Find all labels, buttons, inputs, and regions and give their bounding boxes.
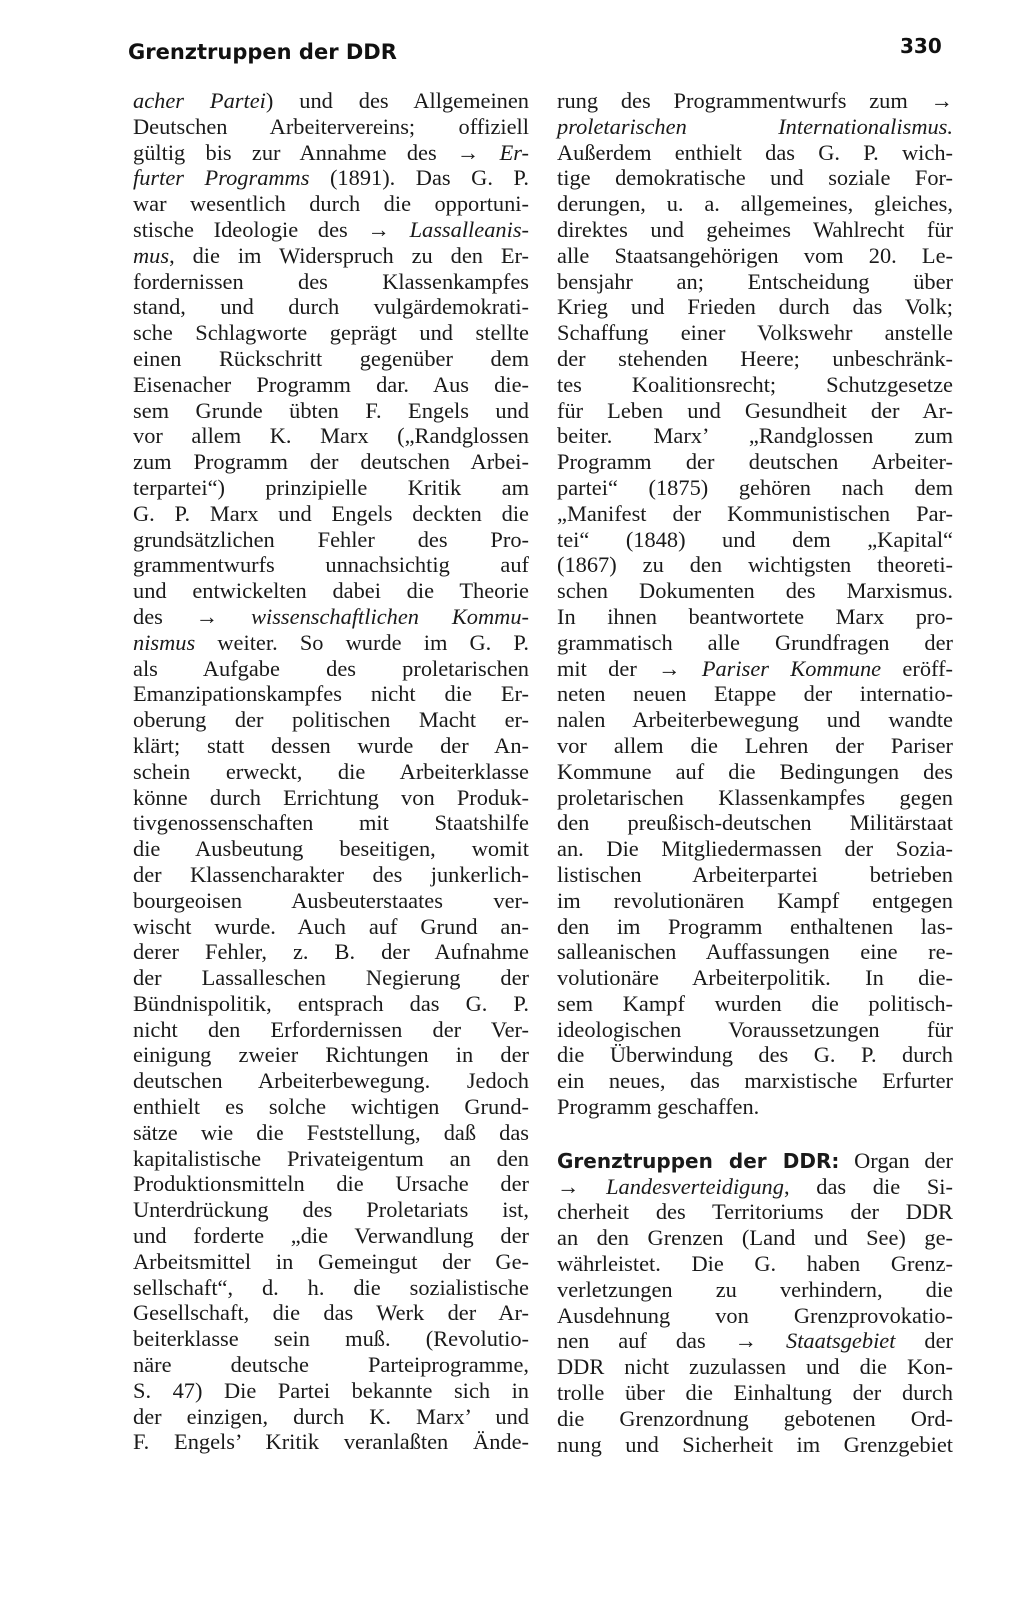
text-line — [557, 810, 953, 836]
text-segment: , die im Widerspruch zu den Er- — [169, 242, 529, 268]
text-segment: und forderte „die Verwandlung der — [133, 1223, 529, 1249]
text-segment: trolle über die Einhaltung der durch — [557, 1380, 953, 1406]
text-segment: der Lassalleschen Negierung der — [133, 965, 529, 991]
text-line — [557, 1380, 953, 1406]
text-segment: Eisenacher Programm dar. Aus die- — [133, 371, 529, 397]
text-segment: Kommune auf die Bedingungen des — [557, 758, 953, 784]
entry-heading: Grenztruppen der DDR: — [557, 1148, 840, 1173]
text-segment: verletzungen zu verhindern, die — [557, 1276, 953, 1302]
text-segment: derungen, u. a. allgemeines, gleiches, — [557, 191, 953, 217]
text-segment: weiter. So wurde im G. P. — [195, 629, 529, 655]
text-line — [557, 398, 953, 424]
text-line — [133, 243, 529, 269]
text-segment: die Ausbeutung beseitigen, womit — [133, 836, 529, 862]
text-segment: tivgenossenschaften mit Staatshilfe — [133, 810, 529, 836]
text-line — [133, 1326, 529, 1352]
text-segment: zum Programm der deutschen Arbei- — [133, 449, 529, 475]
left-text-column — [133, 88, 529, 1455]
text-line — [557, 914, 953, 940]
text-segment: und entwickelten dabei die Theorie — [133, 578, 529, 604]
text-segment: nung und Sicherheit im Grenzgebiet — [557, 1431, 953, 1457]
text-line — [133, 1404, 529, 1430]
text-line — [557, 140, 953, 166]
text-segment: Emanzipationskampfes nicht die Er- — [133, 681, 529, 707]
text-line — [133, 552, 529, 578]
text-segment: an den Grenzen (Land und See) ge- — [557, 1225, 953, 1251]
text-line — [557, 1174, 953, 1200]
text-line — [133, 217, 529, 243]
text-line — [557, 965, 953, 991]
text-line — [557, 1432, 953, 1458]
text-line — [133, 1068, 529, 1094]
text-line — [557, 630, 953, 656]
text-segment: F. Engels’ Kritik veranlaßten Ände- — [133, 1429, 529, 1455]
text-line — [557, 656, 953, 682]
text-line — [133, 914, 529, 940]
text-line — [133, 1223, 529, 1249]
text-line — [557, 346, 953, 372]
text-segment: enthielt es solche wichtigen Grund- — [133, 1094, 529, 1120]
text-line — [557, 1148, 953, 1174]
text-line — [557, 604, 953, 630]
text-line — [133, 604, 529, 630]
text-line — [133, 501, 529, 527]
text-segment: den preußisch-deutschen Militärstaat — [557, 810, 953, 836]
text-segment: bourgeoisen Ausbeuterstaates ver- — [133, 887, 529, 913]
text-line — [133, 398, 529, 424]
text-line — [557, 759, 953, 785]
text-line — [557, 165, 953, 191]
text-segment: den im Programm enthaltenen las- — [557, 913, 953, 939]
text-segment: , das die Si- — [783, 1173, 953, 1199]
text-segment: sellschaft“, d. h. die sozialistische — [133, 1274, 529, 1300]
text-line — [133, 88, 529, 114]
text-segment: Bündnispolitik, entsprach das G. P. — [133, 990, 529, 1016]
text-segment: partei“ (1875) gehören nach dem — [557, 474, 953, 500]
italic-reference: Staatsgebiet — [786, 1328, 896, 1354]
text-line — [557, 1017, 953, 1043]
page-number: 330 — [900, 34, 942, 58]
text-line — [133, 1042, 529, 1068]
text-segment: mit der → — [557, 655, 702, 681]
text-segment: grammentwurfs unnachsichtig auf — [133, 552, 529, 578]
text-segment: Programm der deutschen Arbeiter- — [557, 449, 953, 475]
text-segment: gültig bis zur Annahme des → — [133, 139, 500, 165]
text-segment: stand, und durch vulgärdemokrati- — [133, 294, 529, 320]
text-line — [133, 1300, 529, 1326]
text-segment: Deutschen Arbeitervereins; offiziell — [133, 113, 529, 139]
text-segment: einigung zweier Richtungen in der — [133, 1042, 529, 1068]
text-line — [557, 372, 953, 398]
text-segment: tei“ (1848) und dem „Kapital“ — [557, 526, 953, 552]
text-line — [133, 759, 529, 785]
text-segment: Außerdem enthielt das G. P. wich- — [557, 139, 953, 165]
text-line — [557, 888, 953, 914]
text-segment: an. Die Mitgliedermassen der Sozia- — [557, 836, 953, 862]
text-line — [557, 423, 953, 449]
text-line — [133, 191, 529, 217]
text-line — [133, 269, 529, 295]
text-segment: der Klassencharakter des junkerlich- — [133, 861, 529, 887]
text-line — [133, 965, 529, 991]
text-line — [133, 578, 529, 604]
text-line — [557, 475, 953, 501]
text-segment: → — [557, 1173, 607, 1199]
text-segment: näre deutsche Parteiprogramme, — [133, 1352, 529, 1378]
text-line — [133, 630, 529, 656]
text-line — [557, 294, 953, 320]
text-segment: für Leben und Gesundheit der Ar- — [557, 397, 953, 423]
text-line — [133, 1197, 529, 1223]
text-segment: Organ der — [839, 1147, 953, 1173]
text-segment: rung des Programmentwurfs zum → — [557, 88, 953, 113]
text-segment: volutionäre Arbeiterpolitik. In die- — [557, 965, 953, 991]
right-text-column — [557, 88, 953, 1457]
text-line — [557, 733, 953, 759]
text-segment: grammatisch alle Grundfragen der — [557, 629, 953, 655]
text-segment: bensjahr an; Entscheidung über — [557, 268, 953, 294]
text-line — [133, 140, 529, 166]
text-segment: tes Koalitionsrecht; Schutzgesetze — [557, 371, 953, 397]
text-segment: währleistet. Die G. haben Grenz- — [557, 1251, 953, 1277]
text-segment: war wesentlich durch die opportuni- — [133, 191, 529, 217]
text-segment: vor allem K. Marx („Randglossen — [133, 423, 529, 449]
text-segment: sätze wie die Feststellung, daß das — [133, 1119, 529, 1145]
text-line — [133, 475, 529, 501]
text-line — [133, 810, 529, 836]
text-segment: der einzigen, durch K. Marx’ und — [133, 1403, 529, 1429]
text-segment: oberung der politischen Macht er- — [133, 707, 529, 733]
text-line — [557, 1328, 953, 1354]
text-segment: sem Kampf wurden die politisch- — [557, 990, 953, 1016]
italic-reference: furter Programms — [133, 165, 310, 191]
text-segment: schein erweckt, die Arbeiterklasse — [133, 758, 529, 784]
text-segment: eröff- — [881, 655, 953, 681]
italic-reference: Pariser Kommune — [701, 655, 882, 681]
text-line — [557, 269, 953, 295]
text-line — [557, 320, 953, 346]
text-line — [557, 191, 953, 217]
text-line — [557, 1303, 953, 1329]
text-segment: alle Staatsangehörigen vom 20. Le- — [557, 242, 953, 268]
text-segment: cherheit des Territoriums der DDR — [557, 1199, 953, 1225]
text-segment: grundsätzlichen Fehler des Pro- — [133, 526, 529, 552]
text-segment: die Überwindung des G. P. durch — [557, 1042, 953, 1068]
text-segment: G. P. Marx und Engels deckten die — [133, 500, 529, 526]
text-line — [133, 294, 529, 320]
text-line — [133, 1378, 529, 1404]
text-segment: proletarischen Klassenkampfes gegen — [557, 784, 953, 810]
text-segment: der — [895, 1328, 954, 1354]
text-line — [557, 552, 953, 578]
text-segment: fordernissen des Klassenkampfes — [133, 268, 529, 294]
text-line — [133, 785, 529, 811]
text-segment: die Grenzordnung gebotenen Ord- — [557, 1405, 953, 1431]
text-segment: S. 47) Die Partei bekannte sich in — [133, 1377, 529, 1403]
text-line — [557, 1406, 953, 1432]
text-segment: des → — [133, 603, 252, 629]
text-segment: vor allem die Lehren der Pariser — [557, 732, 953, 758]
text-line — [133, 1249, 529, 1275]
text-segment: terpartei“) prinzipielle Kritik am — [133, 474, 529, 500]
text-line — [133, 681, 529, 707]
text-segment: sem Grunde übten F. Engels und — [133, 397, 529, 423]
text-line — [557, 1094, 953, 1120]
text-line — [557, 578, 953, 604]
text-line — [557, 527, 953, 553]
text-line — [557, 88, 953, 114]
text-line — [133, 372, 529, 398]
text-line — [133, 1275, 529, 1301]
text-line — [133, 527, 529, 553]
italic-reference: Er- — [499, 139, 529, 165]
text-line — [557, 243, 953, 269]
text-segment: als Aufgabe des proletarischen — [133, 655, 529, 681]
text-line — [557, 1068, 953, 1094]
text-line — [133, 449, 529, 475]
text-line — [133, 346, 529, 372]
text-line — [557, 1199, 953, 1225]
text-line — [557, 449, 953, 475]
text-segment: ) und des Allgemeinen — [265, 88, 529, 113]
text-line — [557, 501, 953, 527]
italic-reference: mus — [133, 242, 170, 268]
text-segment: beiter. Marx’ „Randglossen zum — [557, 423, 953, 449]
text-line — [133, 991, 529, 1017]
text-segment: Arbeitsmittel in Gemeingut der Ge- — [133, 1248, 529, 1274]
text-line — [133, 733, 529, 759]
text-segment: In ihnen beantwortete Marx pro- — [557, 603, 953, 629]
paragraph-gap — [557, 1120, 953, 1148]
text-segment: derer Fehler, z. B. der Aufnahme — [133, 939, 529, 965]
text-line — [133, 1352, 529, 1378]
text-segment: klärt; statt dessen wurde der An- — [133, 732, 529, 758]
text-segment: schen Dokumenten des Marxismus. — [557, 578, 953, 604]
text-segment: direktes und geheimes Wahlrecht für — [557, 216, 953, 242]
text-line — [133, 1120, 529, 1146]
text-segment: nalen Arbeiterbewegung und wandte — [557, 707, 953, 733]
text-line — [133, 423, 529, 449]
text-line — [557, 836, 953, 862]
text-segment: Unterdrückung des Proletariats ist, — [133, 1197, 529, 1223]
text-line — [557, 1354, 953, 1380]
text-line — [557, 939, 953, 965]
text-line — [557, 707, 953, 733]
text-line — [133, 1429, 529, 1455]
text-segment: „Manifest der Kommunistischen Par- — [557, 500, 953, 526]
text-line — [557, 114, 953, 140]
text-segment: deutschen Arbeiterbewegung. Jedoch — [133, 1068, 529, 1094]
text-line — [133, 939, 529, 965]
text-segment: listischen Arbeiterpartei betrieben — [557, 861, 953, 887]
text-line — [557, 991, 953, 1017]
text-segment: DDR nicht zuzulassen und die Kon- — [557, 1354, 953, 1380]
text-segment: einen Rückschritt gegenüber dem — [133, 345, 529, 371]
text-segment: ein neues, das marxistische Erfurter — [557, 1068, 953, 1094]
text-line — [133, 707, 529, 733]
text-line — [133, 862, 529, 888]
text-line — [133, 836, 529, 862]
text-segment: Schaffung einer Volkswehr anstelle — [557, 320, 953, 346]
text-line — [557, 862, 953, 888]
text-segment: wischt wurde. Auch auf Grund an- — [133, 913, 529, 939]
italic-reference: acher Partei — [133, 88, 266, 113]
text-segment: im revolutionären Kampf entgegen — [557, 887, 953, 913]
text-segment: (1891). Das G. P. — [309, 165, 530, 191]
text-line — [133, 1171, 529, 1197]
text-segment: könne durch Errichtung von Produk- — [133, 784, 529, 810]
text-segment: (1867) zu den wichtigsten theoreti- — [557, 552, 953, 578]
text-segment: sche Schlagworte geprägt und stellte — [133, 320, 529, 346]
text-segment: ideologischen Voraussetzungen für — [557, 1016, 953, 1042]
text-segment: beiterklasse sein muß. (Revolutio- — [133, 1326, 529, 1352]
text-segment: der stehenden Heere; unbeschränk- — [557, 345, 953, 371]
text-segment: kapitalistische Privateigentum an den — [133, 1145, 529, 1171]
text-segment: Ausdehnung von Grenzprovokatio- — [557, 1302, 953, 1328]
text-segment: Gesellschaft, die das Werk der Ar- — [133, 1300, 529, 1326]
text-line — [133, 1017, 529, 1043]
text-line — [133, 656, 529, 682]
text-line — [133, 165, 529, 191]
text-segment: tige demokratische und soziale For- — [557, 165, 953, 191]
text-segment: salleanischen Auffassungen eine re- — [557, 939, 953, 965]
running-header: Grenztruppen der DDR — [128, 40, 397, 64]
text-line — [133, 888, 529, 914]
italic-reference: proletarischen Internationalismus. — [557, 113, 953, 139]
text-line — [133, 1094, 529, 1120]
text-segment: stische Ideologie des → — [133, 216, 410, 242]
text-line — [557, 217, 953, 243]
italic-reference: nismus — [133, 629, 196, 655]
italic-reference: Lassalleanis- — [409, 216, 529, 242]
text-segment: nen auf das → — [557, 1328, 786, 1354]
italic-reference: Landesverteidigung — [606, 1173, 784, 1199]
text-line — [133, 1146, 529, 1172]
italic-reference: wissenschaftlichen Kommu- — [251, 603, 529, 629]
text-line — [557, 1277, 953, 1303]
text-segment: nicht den Erfordernissen der Ver- — [133, 1016, 529, 1042]
text-line — [133, 320, 529, 346]
text-segment: Programm geschaffen. — [557, 1094, 760, 1120]
text-line — [133, 114, 529, 140]
text-line — [557, 1225, 953, 1251]
text-line — [557, 681, 953, 707]
text-segment: Krieg und Frieden durch das Volk; — [557, 294, 953, 320]
text-line — [557, 785, 953, 811]
text-line — [557, 1042, 953, 1068]
text-segment: neten neuen Etappe der internatio- — [557, 681, 953, 707]
text-segment: Produktionsmitteln die Ursache der — [133, 1171, 529, 1197]
text-line — [557, 1251, 953, 1277]
